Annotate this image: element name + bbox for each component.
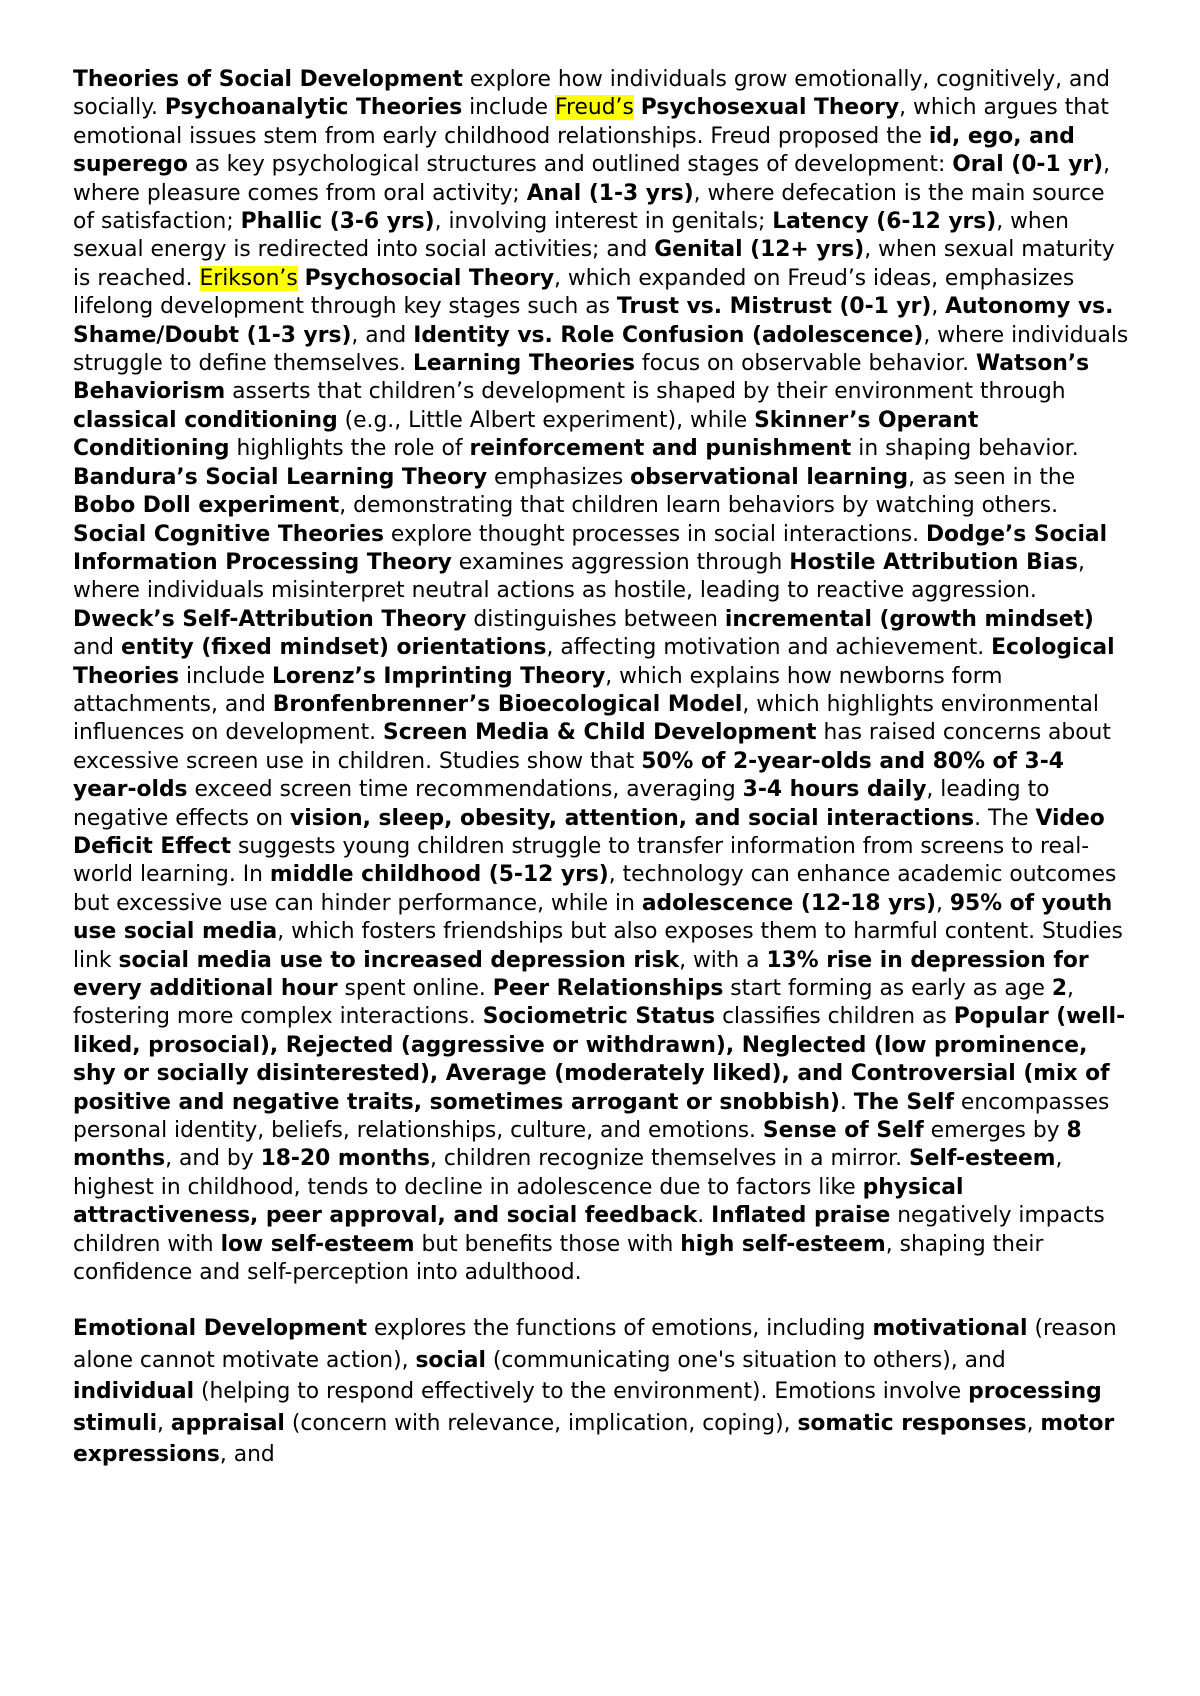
bold-term: motivational [872,1316,1028,1342]
text-run: in shaping behavior. [851,436,1079,462]
text-run: , [936,890,950,916]
text-run: (e.g., Little Albert experiment), while [337,407,755,433]
bold-term: entity (fixed mindset) orientations [120,635,547,661]
bold-term: Psychosocial Theory [304,265,555,291]
bold-term: low self-esteem [220,1231,415,1257]
bold-term: individual [73,1379,195,1405]
bold-term: vision, sleep, obesity, attention, and social interactions [290,805,975,831]
text-run: emphasizes [487,464,631,490]
text-run: and [73,635,121,661]
text-run: . [697,1203,712,1229]
bold-term: reinforcement and punishment [469,436,852,462]
bold-term: middle childhood (5-12 yrs) [269,862,609,888]
text-run: , fostering more complex interactions. [73,976,1074,1030]
text-run: , which explains how newborns form attachments, and [73,663,1003,717]
text-run: has raised concerns about excessive screen use in children. Studies show that [73,720,1111,774]
bold-term: physical attractiveness, peer approval, and social feedback [73,1174,964,1229]
bold-term: Emotional Development [73,1316,368,1342]
text-run: but benefits those with [414,1231,681,1257]
text-run: highlights the role of [229,436,470,462]
text-run: emerges by [923,1118,1067,1144]
text-run: include [462,95,556,121]
text-run: , where pleasure comes from oral activity; [73,152,1111,206]
bold-term: Sociometric Status [482,1004,716,1030]
bold-term: Dodge’s Social Information Processing Theory [73,521,1108,575]
bold-term: Lorenz’s Imprinting Theory [271,663,606,689]
text-run: , when sexual maturity is reached. [73,237,1115,291]
text-run: , [157,1410,171,1436]
bold-term: observational learning [630,464,909,490]
bold-term: 95% of youth use social media [73,890,1113,945]
text-run: , where defecation is the main source of satisfaction; [73,180,1105,235]
text-run: , demonstrating that children learn behaviors by watching others. [339,493,1058,519]
bold-term: Inflated praise [711,1203,891,1229]
text-run: , affecting motivation and achievement. [546,635,992,661]
bold-term: Oral (0-1 yr) [952,152,1104,178]
text-run [634,95,641,120]
bold-term: high self-esteem [680,1231,886,1257]
text-run: , highest in childhood, tends to decline in adolescence due to factors like [73,1146,1063,1200]
text-run: negatively impacts children with [73,1203,1105,1257]
text-run [298,266,305,291]
text-run: as key psychological structures and outlined stages of development: [188,152,953,178]
bold-term: Screen Media & Child Development [383,720,817,746]
bold-term: incremental (growth mindset) [724,606,1094,632]
bold-term: The Self [853,1089,954,1115]
text-run: , and [219,1442,275,1468]
bold-term: Bandura’s Social Learning Theory [73,464,488,490]
bold-term: appraisal [170,1410,285,1436]
text-run: spent online. [337,976,493,1001]
bold-term: motor expressions [73,1410,1115,1468]
text-run: , technology can enhance academic outcomes but excessive use can hinder performance, while in [73,862,1117,916]
text-run: , as seen in the [908,464,1076,490]
bold-term: 18-20 months [260,1146,431,1172]
bold-term: Psychoanalytic Theories [164,95,463,121]
highlighted-text: Freud’s [555,95,634,121]
bold-term: Latency (6-12 yrs) [772,209,997,235]
bold-term: processing stimuli [73,1379,1102,1436]
bold-term: Anal (1-3 yrs) [526,180,694,206]
bold-term: Watson’s Behaviorism [73,351,1090,405]
bold-term: id, ego, and superego [73,123,1075,178]
highlighted-text: Erikson’s [199,265,298,291]
text-run: , shaping their confidence and self-perception into adulthood. [73,1231,1044,1286]
text-run: , and by [165,1146,261,1172]
paragraph-emotional-development [73,1313,1130,1471]
bold-term: 8 months [73,1118,1082,1172]
text-run: , leading to negative effects on [73,777,1050,831]
bold-term: Hostile Attribution Bias [789,549,1078,575]
text-run: , which expanded on Freud’s ideas, emphasizes lifelong development through key stages such as [73,265,1075,320]
text-run: , where individuals misinterpret neutral actions as hostile, leading to reactive aggression. [73,549,1085,604]
bold-term: Trust vs. Mistrust (0-1 yr) [616,294,932,320]
text-run: (communicating one's situation to others), and [485,1347,1006,1373]
text-run: asserts that children’s development is shaped by their environment through [225,379,1066,405]
bold-term: social media use to increased depression risk [118,947,680,973]
text-run: , which highlights environmental influences on development. [73,691,1099,746]
text-run: explore how individuals grow emotionally, cognitively, and socially. [73,67,1110,121]
text-run: , with a [679,947,767,973]
bold-term: Social Cognitive Theories [73,521,384,547]
bold-term: Dweck’s Self-Attribution Theory [73,606,467,632]
bold-term: Ecological Theories [73,635,1115,689]
text-run: . [839,1089,854,1115]
bold-term: 3-4 hours daily [742,777,927,803]
text-run: (reason alone cannot motivate action), [73,1316,1117,1373]
text-run: explore thought processes in social interactions. [384,521,926,547]
bold-term: 13% rise in depression for every additional hour [73,947,1089,1001]
bold-term: Sense of Self [762,1118,924,1144]
text-run: start forming as early as age [723,976,1052,1001]
text-run: (helping to respond effectively to the environment). Emotions involve [194,1379,969,1405]
bold-term: Video Deficit Effect [73,805,1105,859]
bold-term: classical conditioning [73,407,338,433]
bold-term: Genital (12+ yrs) [654,237,865,263]
bold-term: Autonomy vs. Shame/Doubt (1-3 yrs) [73,294,1114,348]
paragraph-social-development [73,66,1130,1287]
text-run: classifies children as [715,1004,954,1030]
text-run: suggests young children struggle to transfer information from screens to real-world learning. In [73,833,1090,888]
text-run: , [1026,1410,1041,1436]
bold-term: Self-esteem [908,1146,1056,1172]
bold-term: Peer Relationships [492,976,724,1001]
text-run: , children recognize themselves in a mirror. [430,1146,909,1172]
text-run: , [931,294,946,320]
text-run: explores the functions of emotions, including [367,1316,873,1342]
text-run: , involving interest in genitals; [434,209,773,235]
text-run: (concern with relevance, implication, coping), [284,1410,798,1436]
text-run: examines aggression through [451,549,790,575]
bold-term: Skinner’s Operant Conditioning [73,407,979,462]
text-run: , which argues that emotional issues stem from early childhood relationships. Freud proposed the [73,95,1109,149]
bold-term: Psychosexual Theory [640,95,900,121]
text-run: exceed screen time recommendations, averaging [187,777,743,803]
bold-term: 50% of 2-year-olds and 80% of 3-4 year-olds [73,748,1064,803]
text-run: , which fosters friendships but also exposes them to harmful content. Studies link [73,919,1123,973]
text-run: . The [974,805,1036,831]
text-run: focus on observable behavior. [635,351,977,377]
bold-term: adolescence (12-18 yrs) [641,890,937,916]
text-run: encompasses personal identity, beliefs, relationships, culture, and emotions. [73,1089,1110,1144]
text-run: , and [351,322,414,348]
text-run: distinguishes between [466,606,725,632]
bold-term: Bronfenbrenner’s Bioecological Model [272,691,743,717]
bold-term: somatic responses [797,1410,1027,1436]
bold-term: 2 [1051,976,1068,1001]
bold-term: social [415,1347,486,1373]
bold-term: Identity vs. Role Confusion (adolescence) [413,322,924,348]
bold-term: Learning Theories [413,351,635,377]
bold-term: Theories of Social Development [73,67,463,92]
text-run: include [179,663,272,689]
bold-term: Popular (well-liked, prosocial), Rejected (aggressive or withdrawn), Neglected (low prominence, shy or socially disinterested), Average (moderately liked), and Controversial (mix of positive and negative traits, sometimes arrogant or snobbish) [73,1004,1126,1115]
bold-term: Bobo Doll experiment [73,493,340,519]
text-run: , when sexual energy is redirected into social activities; and [73,209,1069,263]
text-run: , where individuals struggle to define themselves. [73,322,1129,377]
bold-term: Phallic (3-6 yrs) [240,209,435,235]
